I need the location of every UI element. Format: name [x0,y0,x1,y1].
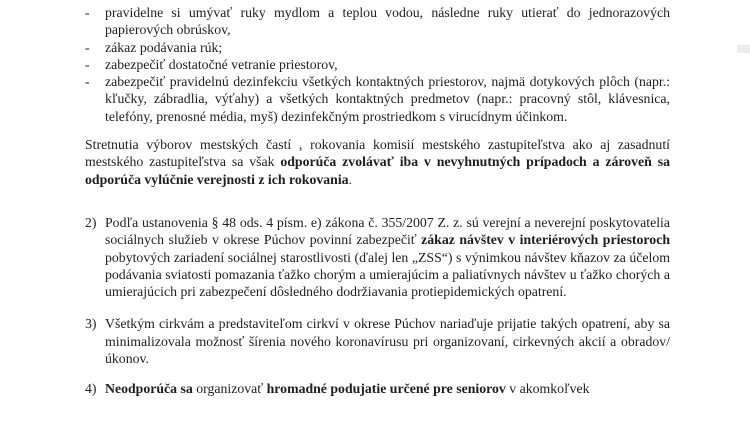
document-content [85,4,670,398]
paragraph-number: 4) [85,381,97,397]
bullet-marker: - [85,5,90,20]
paragraph-meetings [85,136,670,188]
bullet-marker: - [85,56,90,72]
bullet-text: zákaz podávania rúk; [105,39,223,55]
bullet-list [85,4,670,125]
paragraph-number: 3) [85,316,97,332]
paragraph-3 [85,315,670,367]
bullet-text: zabezpečiť dostatočné vetranie priestorov, [105,56,338,72]
paragraph-4 [85,380,670,397]
bullet-marker: - [85,39,90,55]
paragraph-text: Všetkým cirkvám a predstaviteľom cirkví v okrese Púchov nariaďuje prijatie takých opatrení, aby sa minimalizovala možnosť šírenia nového koronavírusu pri organizovaní, cirkevných akcií a obradov/úkonov. [105,316,670,367]
paragraph-text: Podľa ustanovenia § 48 ods. 4 písm. e) zákona č. 355/2007 Z. z. sú verejní a neverejní poskytovatelia sociálnych služieb v okrese Púchov povinní zabezpečiť zákaz návštev v interiérových priestoroch pobytových zariadení sociálnej starostlivosti (ďalej len „ZSS“) s výnimkou návštev kňazov za účelom podávania sviatosti pomazania ťažko chorým a umierajúcim a paliatívnych návštev u ťažko chorých a umierajúcich pri zabezpečení dôsledného dodržiavania protiepidemických opatrení. [105,214,670,300]
paragraph-text: Stretnutia výborov mestských častí , rokovania komisií mestského zastupiteľstva ako aj zasadnutí mestského zastupiteľstva sa však odporúča zvolávať iba v nevyhnutných prípadoch a zároveň sa odporúča vylúčnie verejnosti z ich rokovania. [85,137,670,187]
paragraph-number: 2) [85,214,97,230]
bullet-item [85,73,670,125]
bullet-text: pravidelne si umývať ruky mydlom a teplou vodou, následne ruky utierať do jednorazových papierových obrúskov, [105,5,670,38]
bullet-item [85,39,670,56]
paragraph-text: Neodporúča sa organizovať hromadné podujatie určené pre seniorov v akomkoľvek [105,381,590,397]
bullet-item [85,4,670,39]
bullet-text: zabezpečiť pravidelnú dezinfekciu všetkých kontaktných priestorov, najmä dotykových plôch (napr.: kľučky, zábradlia, výťahy) a všetkých kontaktných predmetov (napr.: pracovný stôl, klávesnica, telefóny, prenosné média, myš) dezinfekčným prostriedkom s virucídnym účinkom. [105,74,670,124]
bullet-marker: - [85,74,90,90]
bullet-item [85,56,670,73]
paragraph-2 [85,214,670,300]
scan-artifact [737,45,750,53]
